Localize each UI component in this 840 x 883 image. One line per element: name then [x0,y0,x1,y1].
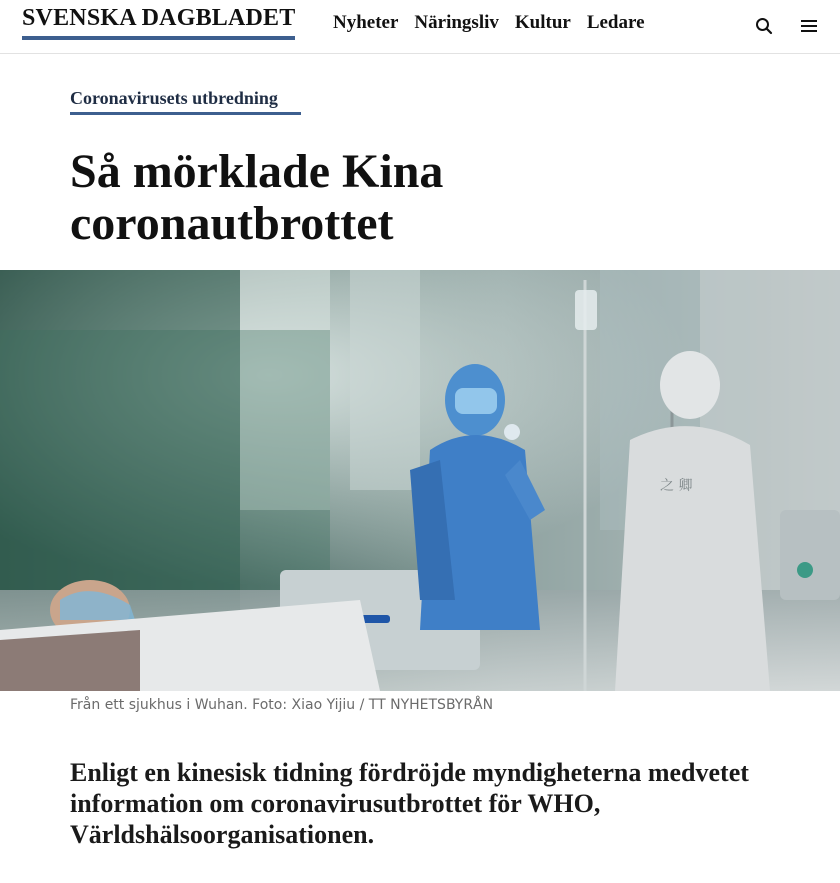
site-header [0,0,840,54]
hamburger-menu-icon [800,19,818,33]
headline-line-2: coronautbrottet [70,197,394,250]
search-icon [755,17,773,35]
nav-link-naringsliv[interactable]: Näringsliv [414,12,499,33]
main-nav [333,12,645,34]
article-photo[interactable] [0,270,840,691]
menu-button[interactable] [797,14,821,38]
nav-link-kultur[interactable]: Kultur [514,12,571,33]
headline-line-1: Så mörklade Kina [70,145,444,198]
nav-link-ledare[interactable]: Ledare [586,12,645,33]
hospital-photo-illustration [0,270,840,691]
article-lead: Enligt en kinesisk tidning fördröjde myndigheterna medvetet information om coronavirusutbrottet för WHO, Världshälsoorganisationen. [70,758,749,849]
site-logo[interactable]: SVENSKA DAGBLADET [22,5,296,31]
photo-caption: Från ett sjukhus i Wuhan. Foto: Xiao Yijiu / TT NYHETSBYRÅN [70,697,494,713]
search-button[interactable] [752,14,776,38]
article-headline [70,146,790,250]
kicker-underline [70,112,301,115]
svg-text:之 卿: 之 卿 [660,478,693,494]
nav-link-nyheter[interactable]: Nyheter [333,12,399,33]
logo-underline [22,36,295,40]
article-kicker-link[interactable]: Coronavirusets utbredning [70,88,278,108]
